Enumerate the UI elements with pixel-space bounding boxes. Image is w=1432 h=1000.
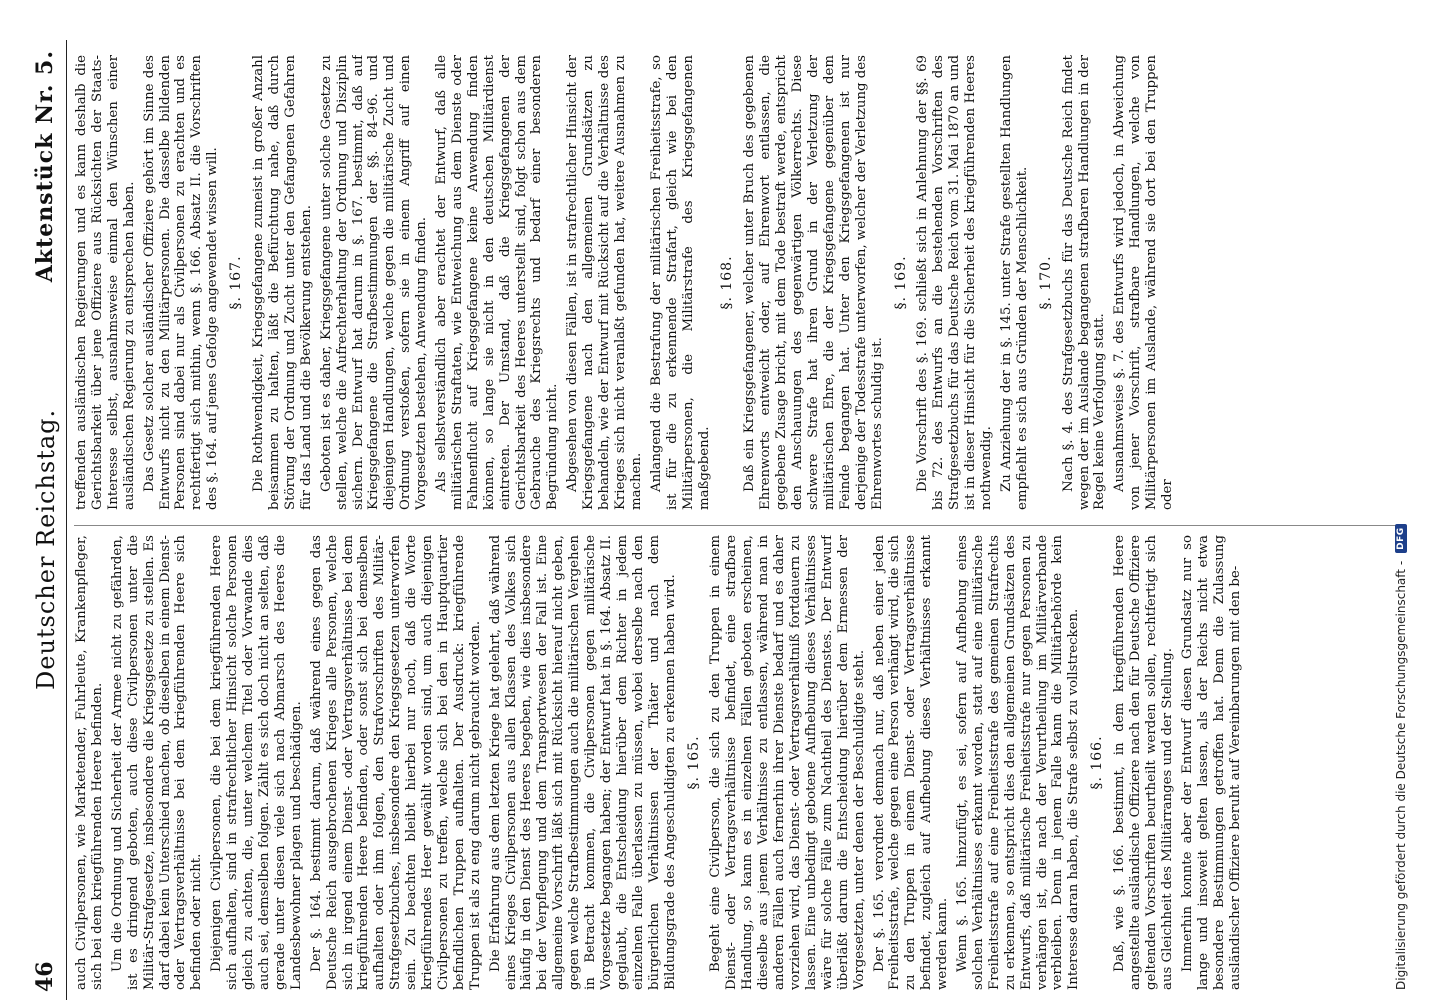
page-number: 46 [32, 961, 58, 992]
paragraph: Immerhin konnte aber der Entwurf diesen Grundsatz nur so lange und insoweit gelten lassen, als der Reichs nicht etwa besondere Bestimmungen getroffen hat. Denn die Zulassung ausländischer Offiziere beruht auf Vereinbarungen mit den be- [1179, 535, 1243, 990]
document-number: Aktenstück Nr. 5. [32, 50, 58, 283]
paragraph: Nach §. 4. des Strafgesetzbuchs für das Deutsche Reich findet wegen der im Auslande begangenen strafbaren Handlungen in der Regel keine Verfolgung statt. [1060, 55, 1108, 510]
section-heading: §. 165. [685, 735, 702, 790]
paragraph: Der §. 165. verordnet demnach nur, daß neben einer jeden Freiheitsstrafe, welche gegen eine Person verhängt wird, die sich zu den Truppen in einem Dienst- oder Vertragsverhältnisse befindet, zugleich auf Aufhebung dieses Verhältnisses erkannt werden kann. [871, 535, 951, 990]
paragraph: Abgesehen von diesen Fällen, ist in strafrechtlicher Hinsicht der Kriegsgefangene nach den allgemeinen Grundsätzen zu behandeln, wie der Entwurf mit Rücksicht auf die Verhältnisse des Krieges sich nicht veranlaßt gefunden hat, weitere Ausnahmen zu machen. [565, 55, 644, 510]
section-heading: §. 168. [719, 255, 736, 310]
paragraph: treffenden ausländischen Regierungen und es kann deshalb die Gerichtsbarkeit über jene Offiziere aus Rücksichten der Staats-Interesse selbst, ausnahmsweise einmal den Wünschen einer ausländischen Regierung zu entsprechen haben. [74, 55, 137, 510]
paragraph: Begeht eine Civilperson, die sich zu den Truppen in einem Dienst- oder Vertragsverhältnisse befindet, eine strafbare Handlung, so kann es in einzelnen Fällen geboten erscheinen, dieselbe aus jenem Verhältnisse zu entlassen, während man in anderen Fällen auch fernerhin ihrer Dienste bedarf und es daher vorziehen wird, das Dienst- oder Vertragsverhältniß fortdauern zu lassen. Eine unbedingt gebotene Aufhebung dieses Verhältnisses wäre für solche Fälle zum Nachtheil des Dienstes. Der Entwurf überläßt darum die Entscheidung hierüber dem Ermessen der Vorgesetzten, unter denen der Beschuldigte steht. [708, 535, 867, 990]
paragraph: Die Erfahrung aus dem letzten Kriege hat gelehrt, daß während eines Krieges Civilpersonen aus allen Klassen des Volkes sich häufig in den Dienst des Heeres begeben, wie dies insbesondere bei der Verpflegung und dem Transportwesen der Fall ist. Eine allgemeine Vorschrift läßt sich mit Rücksicht hierauf nicht geben, gegen welche Strafbestimmungen auch die militärischen Vergehen in Betracht kommen, die Civilpersonen gegen militärische Vorgesetzte begangen haben; der Entwurf hat in §. 164. Absatz II. geglaubt, die Entscheidung hierüber dem Richter in jedem einzelnen Falle überlassen zu müssen, wobei derselbe nach den bürgerlichen Verhältnissen der Thäter und nach dem Bildungsgrade des Angeschuldigten zu erkennen haben wird. [487, 535, 678, 990]
paragraph: Die Vorschrift des §. 169. schließt sich in Anlehnung der §§. 69 bis 72. des Entwurfs an die bestehenden Vorschriften des Strafgesetzbuchs für das Deutsche Reich vom 31. Mai 1870 an und ist in dieser Hinsicht für die Sicherheit des kriegführenden Heeres nothwendig. [915, 55, 995, 510]
left-column [74, 535, 1404, 990]
paragraph: Daß ein Kriegsgefangener, welcher unter Bruch des gegebenen Ehrenworts entweicht oder, auf Ehrenwort entlassen, die gegebene Zusage bricht, mit dem Tode bestraft werde, entspricht den Anschauungen des gegenwärtigen Völkerrechts. Diese schwere Strafe hat ihren Grund in der Verletzung der militärischen Ehre, die der Kriegsgefangene gegenüber dem Feinde begangen hat. Unter den Kriegsgefangenen ist nur derjenige der Todesstrafe unterworfen, welcher der Verletzung des Ehrenwortes schuldig ist. [742, 55, 885, 510]
paragraph: Geboten ist es daher, Kriegsgefangene unter solche Gesetze zu stellen, welche die Aufrechterhaltung der Ordnung und Disziplin sichern. Der Entwurf hat darum in §. 167. bestimmt, daß auf Kriegsgefangene die Strafbestimmungen der §§. 84–96. und diejenigen Handlungen, welche gegen die militärische Zucht und Ordnung verstoßen, sofern sie in einem Angriff auf einen Vorgesetzten bestehen, Anwendung finden. [318, 55, 430, 510]
section-heading: §. 166. [1089, 735, 1106, 790]
section-heading: §. 169. [892, 255, 909, 310]
right-column [74, 55, 1404, 510]
paragraph: Die Rothwendigkeit, Kriegsgefangene zumeist in großer Anzahl beisammen zu halten, läßt die Befürchtung nahe, daß durch Störung der Ordnung und Zucht unter den Gefangenen Gefahren für das Land und die Bevölkerung entstehen. [251, 55, 314, 510]
document-page [16, 40, 1416, 1000]
paragraph: Daß, wie §. 166. bestimmt, in dem kriegführenden Heere angestellte ausländische Offiziere nach den für Deutsche Offiziere geltenden Vorschriften beurtheilt werden sollen, rechtfertigt sich aus Gleichheit des Militärranges und der Stellung. [1112, 535, 1175, 990]
paragraph: Diejenigen Civilpersonen, die bei dem kriegführenden Heere sich aufhalten, sind in strafrechtlicher Hinsicht solche Personen gleich zu achten, die, unter welchem Titel oder Vorwande dies auch sei, demselben folgen. Zählt es sich doch nicht an selten, daß gerade unter diesen viele sich nach Abmarsch des Heeres die Landesbewohner plagen und beschädigen. [209, 535, 304, 990]
digitization-footer [1394, 50, 1408, 990]
paragraph: Anlangend die Bestrafung der militärischen Freiheitsstrafe, so ist für die zu erkennende Strafart, gleich wie bei den Militärpersonen, die Militärstrafe des Kriegsgefangenen maßgebend. [648, 55, 712, 510]
page-title: Deutscher Reichstag. [32, 408, 60, 690]
paragraph: Ausnahmsweise §. 7. des Entwurfs wird jedoch, in Abweichung von jener Vorschrift, strafbare Handlungen, welche von Militärpersonen im Auslande, während sie dort bei den Truppen oder [1112, 55, 1176, 510]
dfg-logo-icon: DFG [1395, 524, 1407, 553]
column-divider [74, 525, 1404, 526]
paragraph: Der §. 164. bestimmt darum, daß während eines gegen das Deutsche Reich ausgebrochenen Krieges alle Personen, welche sich in irgend einem Dienst- oder Vertragsverhältnisse bei dem kriegführenden Heere befinden, oder sonst sich bei demselben aufhalten oder ihm folgen, den Strafvorschriften des Militär-Strafgesetzbuches, insbesondere den Kriegsgesetzen unterworfen sein. Zu beachten bleibt hierbei nur noch, daß die Worte kriegführendes Heer gewählt worden sind, um auch diejenigen Civilpersonen zu treffen, welche sich bei den in Hauptquartier befindlichen Truppen aufhalten. Der Ausdruck: kriegführende Truppen ist als zu eng darum nicht gebraucht worden. [308, 535, 483, 990]
footer-text: Digitalisierung gefördert durch die Deutsche Forschungsgemeinschaft - [1394, 560, 1408, 990]
paragraph: Als selbstverständlich aber erachtet der Entwurf, daß alle militärischen Straftaten, wie Entweichung aus dem Dienste oder Fahnenflucht auf Kriegsgefangene keine Anwendung finden können, so lange sie nicht in den deutschen Militärdienst eintreten. Der Umstand, daß die Kriegsgefangenen der Gerichtsbarkeit des Heeres unterstellt sind, folgt schon aus dem Gebrauche des Kriegsrechts und bedarf einer besonderen Begründung nicht. [434, 55, 561, 510]
paragraph: Um die Ordnung und Sicherheit der Armee nicht zu gefährden, ist es dringend geboten, auch diese Civilpersonen unter die Militär-Strafgesetze, insbesondere die Kriegsgesetze zu stellen. Es darf dabei kein Unterschied machen, ob dieselben in einem Dienst- oder Vertragsverhältnisse bei dem kriegführenden Heere sich befinden oder nicht. [109, 535, 205, 990]
section-heading: §. 170. [1037, 255, 1054, 310]
paragraph: Zu Anziehung der in §. 145. unter Strafe gestellten Handlungen empfiehlt es sich aus Gründen der Menschlichkeit. [998, 55, 1030, 510]
paragraph: auch Civilpersonen, wie Marketender, Fuhrleute, Krankenpfleger, sich bei dem kriegführenden Heere befinden. [74, 535, 105, 990]
page-header [26, 40, 67, 1000]
section-heading: §. 167. [228, 255, 245, 310]
paragraph: Wenn §. 165. hinzufügt, es sei, sofern auf Aufhebung eines solchen Verhältnisses erkannt worden, statt auf eine militärische Freiheitsstrafe auf eine Freiheitsstrafe des gemeinen Strafrechts zu erkennen, so entspricht dies den allgemeinen Grundsätzen des Entwurfs, daß militärische Freiheitsstrafe nur gegen Personen zu verhängen ist, die nach der Verurtheilung im Militärverbande verbleiben. Denn in jenem Falle kann die Militärbehörde kein Interesse daran haben, die Strafe selbst zu vollstrecken. [955, 535, 1082, 990]
paragraph: Das Gesetz solcher ausländischer Offiziere gehört im Sinne des Entwurfs nicht zu den Militärpersonen. Die dasselbe bildenden Personen sind dabei nur als Civilpersonen zu erachten und es rechtfertigt sich mithin, wenn §. 166. Absatz II. die Vorschriften des §. 164. auf jenes Gefolge angewendet wissen will. [141, 55, 221, 510]
